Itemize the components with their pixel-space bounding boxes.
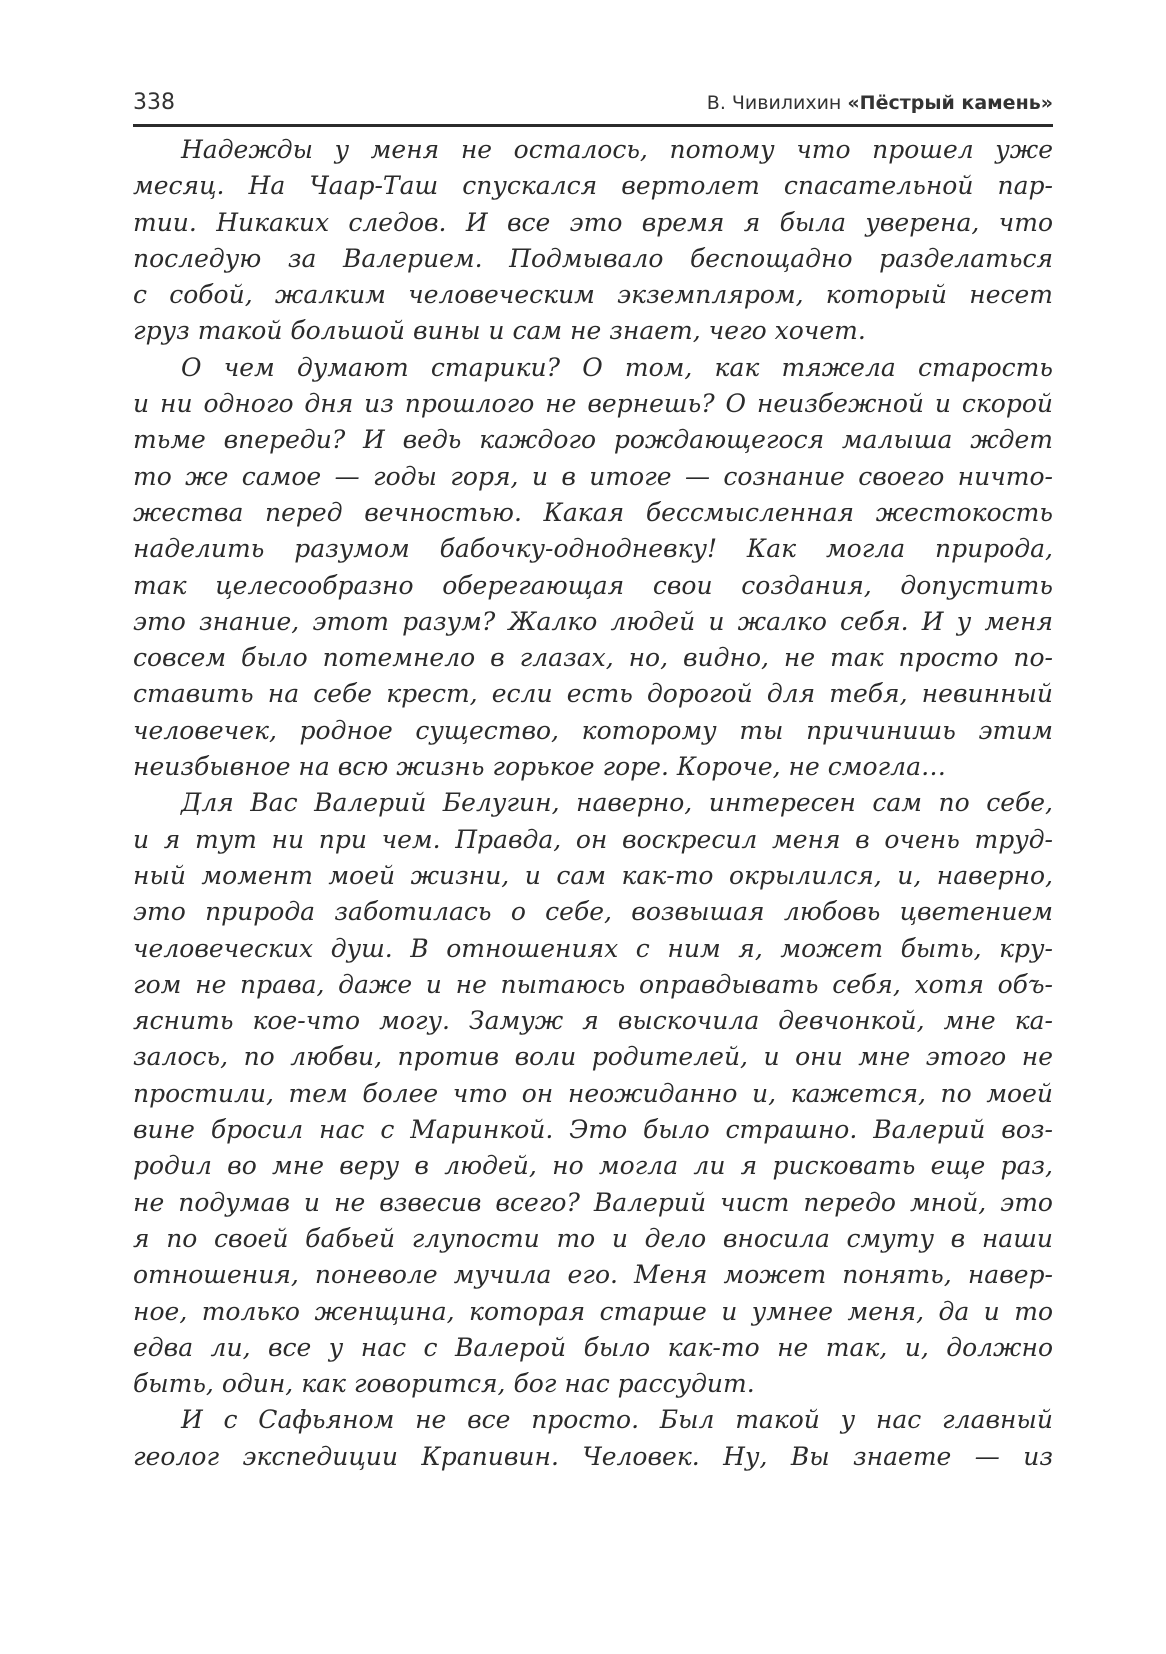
text-line: человеческих душ. В отношениях с ним я, может быть, кру- xyxy=(133,933,1053,963)
text-line: отношения, поневоле мучила его. Меня может понять, навер- xyxy=(133,1260,1053,1290)
text-line: неизбывное на всю жизнь горькое горе. Короче, не смогла… xyxy=(133,752,946,782)
text-line: вине бросил нас с Маринкой. Это было страшно. Валерий воз- xyxy=(133,1115,1053,1145)
text-line: ное, только женщина, которая старше и умнее меня, да и то xyxy=(133,1296,1053,1326)
text-line: месяц. На Чаар-Таш спускался вертолет спасательной пар- xyxy=(133,171,1053,201)
page-number: 338 xyxy=(133,90,175,115)
running-head xyxy=(707,92,1053,114)
text-line: залось, по любви, против воли родителей, и они мне этого не xyxy=(133,1042,1053,1072)
page-header xyxy=(133,88,1053,124)
text-line: и я тут ни при чем. Правда, он воскресил меня в очень труд- xyxy=(133,824,1053,854)
text-line: человечек, родное существо, которому ты причинишь этим xyxy=(133,715,1053,745)
text-line: это природа заботилась о себе, возвышая любовь цветением xyxy=(133,897,1053,927)
text-line: гом не права, даже и не пытаюсь оправдывать себя, хотя объ- xyxy=(133,969,1053,999)
text-line: я по своей бабьей глупости то и дело вносила смуту в наши xyxy=(133,1223,1053,1253)
text-line: это знание, этот разум? Жалко людей и жалко себя. И у меня xyxy=(133,606,1053,636)
text-line: так целесообразно оберегающая свои создания, допустить xyxy=(133,570,1053,600)
text-line: родил во мне веру в людей, но могла ли я рисковать еще раз, xyxy=(133,1151,1053,1181)
text-line: быть, один, как говорится, бог нас рассудит. xyxy=(133,1369,755,1399)
running-head-title: «Пёстрый камень» xyxy=(847,92,1053,114)
text-line: яснить кое-что могу. Замуж я выскочила девчонкой, мне ка- xyxy=(133,1006,1053,1036)
text-line: ставить на себе крест, если есть дорогой для тебя, невинный xyxy=(133,679,1053,709)
text-line: и ни одного дня из прошлого не вернешь? О неизбежной и скорой xyxy=(133,389,1053,419)
running-head-author: В. Чивилихин xyxy=(706,92,848,114)
text-line: наделить разумом бабочку-однодневку! Как могла природа, xyxy=(133,534,1053,564)
text-line: И с Сафьяном не все просто. Был такой у нас главный xyxy=(181,1405,1053,1435)
text-line: жества перед вечностью. Какая бессмысленная жестокость xyxy=(133,497,1053,527)
text-line: геолог экспедиции Крапивин. Человек. Ну, Вы знаете — из xyxy=(133,1441,1053,1471)
text-line: Для Вас Валерий Белугин, наверно, интересен сам по себе, xyxy=(181,788,1053,818)
text-line: груз такой большой вины и сам не знает, чего хочет. xyxy=(133,316,866,346)
text-line: с собой, жалким человеческим экземпляром, который несет xyxy=(133,280,1053,310)
header-rule xyxy=(133,124,1053,127)
text-line: тии. Никаких следов. И все это время я была уверена, что xyxy=(133,207,1053,237)
body-text xyxy=(133,132,1053,1475)
text-line: не подумав и не взвесив всего? Валерий чист передо мной, это xyxy=(133,1187,1053,1217)
text-line: простили, тем более что он неожиданно и, кажется, по моей xyxy=(133,1078,1053,1108)
text-line: ный момент моей жизни, и сам как-то окрылился, и, наверно, xyxy=(133,860,1053,890)
text-line: Надежды у меня не осталось, потому что прошел уже xyxy=(181,135,1053,164)
text-line: совсем было потемнело в глазах, но, видно, не так просто по- xyxy=(133,643,1053,673)
text-line: О чем думают старики? О том, как тяжела старость xyxy=(181,352,1053,382)
text-line: едва ли, все у нас с Валерой было как-то не так, и, должно xyxy=(133,1332,1053,1362)
text-line: последую за Валерием. Подмывало беспощадно разделаться xyxy=(133,243,1053,273)
text-line: то же самое — годы горя, и в итоге — сознание своего ничто- xyxy=(133,461,1053,491)
text-line: тьме впереди? И ведь каждого рождающегося малыша ждет xyxy=(133,425,1053,455)
